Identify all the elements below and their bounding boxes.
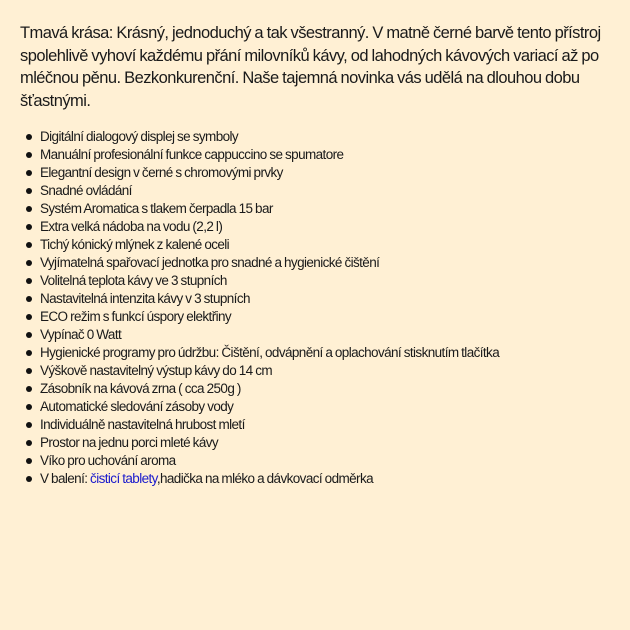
feature-item-package-contents bbox=[26, 470, 608, 488]
feature-list bbox=[20, 128, 608, 488]
feature-text: Výškově nastavitelný výstup kávy do 14 cm bbox=[40, 363, 273, 378]
feature-item bbox=[26, 146, 608, 164]
cleaning-tablets-link[interactable]: čisticí tablety bbox=[90, 471, 157, 486]
feature-item bbox=[26, 218, 608, 236]
feature-item bbox=[26, 308, 608, 326]
feature-text: Zásobník na kávová zrna ( cca 250g ) bbox=[40, 381, 241, 396]
feature-text: Digitální dialogový displej se symboly bbox=[40, 129, 239, 144]
package-contents-suffix: ,hadička na mléko a dávkovací odměrka bbox=[156, 471, 374, 486]
feature-item bbox=[26, 398, 608, 416]
bullet-icon bbox=[26, 386, 32, 392]
feature-text: Vypínač 0 Watt bbox=[40, 327, 122, 342]
feature-text: Nastavitelná intenzita kávy v 3 stupních bbox=[40, 291, 250, 306]
bullet-icon bbox=[26, 188, 32, 194]
feature-item bbox=[26, 236, 608, 254]
feature-text: Elegantní design v černé s chromovými prvky bbox=[40, 165, 283, 180]
feature-item bbox=[26, 380, 608, 398]
feature-text: Manuální profesionální funkce cappuccino se spumatore bbox=[40, 147, 344, 162]
bullet-icon bbox=[26, 206, 32, 212]
feature-text: ECO režim s funkcí úspory elektřiny bbox=[40, 309, 232, 324]
feature-text: Tichý kónický mlýnek z kalené oceli bbox=[40, 237, 230, 252]
bullet-icon bbox=[26, 242, 32, 248]
bullet-icon bbox=[26, 350, 32, 356]
feature-item bbox=[26, 452, 608, 470]
bullet-icon bbox=[26, 332, 32, 338]
feature-text: Volitelná teplota kávy ve 3 stupních bbox=[40, 273, 227, 288]
feature-item bbox=[26, 326, 608, 344]
feature-text: Snadné ovládání bbox=[40, 183, 132, 198]
feature-item bbox=[26, 200, 608, 218]
bullet-icon bbox=[26, 476, 32, 482]
feature-item bbox=[26, 344, 608, 362]
feature-text: Individuálně nastavitelná hrubost mletí bbox=[40, 417, 245, 432]
bullet-icon bbox=[26, 134, 32, 140]
bullet-icon bbox=[26, 296, 32, 302]
feature-item bbox=[26, 290, 608, 308]
bullet-icon bbox=[26, 170, 32, 176]
feature-text: Víko pro uchování aroma bbox=[40, 453, 176, 468]
bullet-icon bbox=[26, 278, 32, 284]
feature-item bbox=[26, 164, 608, 182]
bullet-icon bbox=[26, 368, 32, 374]
feature-text: Systém Aromatica s tlakem čerpadla 15 bar bbox=[40, 201, 273, 216]
bullet-icon bbox=[26, 404, 32, 410]
feature-item bbox=[26, 416, 608, 434]
feature-item bbox=[26, 272, 608, 290]
bullet-icon bbox=[26, 224, 32, 230]
bullet-icon bbox=[26, 458, 32, 464]
feature-text: Hygienické programy pro údržbu: Čištění, odvápnění a oplachování stisknutím tlačítka bbox=[40, 345, 500, 360]
feature-item bbox=[26, 128, 608, 146]
bullet-icon bbox=[26, 314, 32, 320]
feature-item bbox=[26, 182, 608, 200]
feature-item bbox=[26, 254, 608, 272]
feature-text: Vyjímatelná spařovací jednotka pro snadné a hygienické čištění bbox=[40, 255, 380, 270]
feature-text: Automatické sledování zásoby vody bbox=[40, 399, 234, 414]
feature-item bbox=[26, 362, 608, 380]
feature-item bbox=[26, 434, 608, 452]
intro-paragraph: Tmavá krása: Krásný, jednoduchý a tak všestranný. V matně černé barvě tento přístroj spolehlivě vyhoví každému přání milovníků kávy, od lahodných kávových variací až po mléčnou pěnu. Bezkonkurenční. Naše tajemná novinka vás udělá na dlouhou dobu šťastnými. bbox=[20, 24, 601, 110]
bullet-icon bbox=[26, 152, 32, 158]
feature-text: Extra velká nádoba na vodu (2,2 l) bbox=[40, 219, 223, 234]
bullet-icon bbox=[26, 260, 32, 266]
package-contents-prefix: V balení: bbox=[40, 471, 91, 486]
feature-text: Prostor na jednu porci mleté kávy bbox=[40, 435, 219, 450]
bullet-icon bbox=[26, 440, 32, 446]
bullet-icon bbox=[26, 422, 32, 428]
